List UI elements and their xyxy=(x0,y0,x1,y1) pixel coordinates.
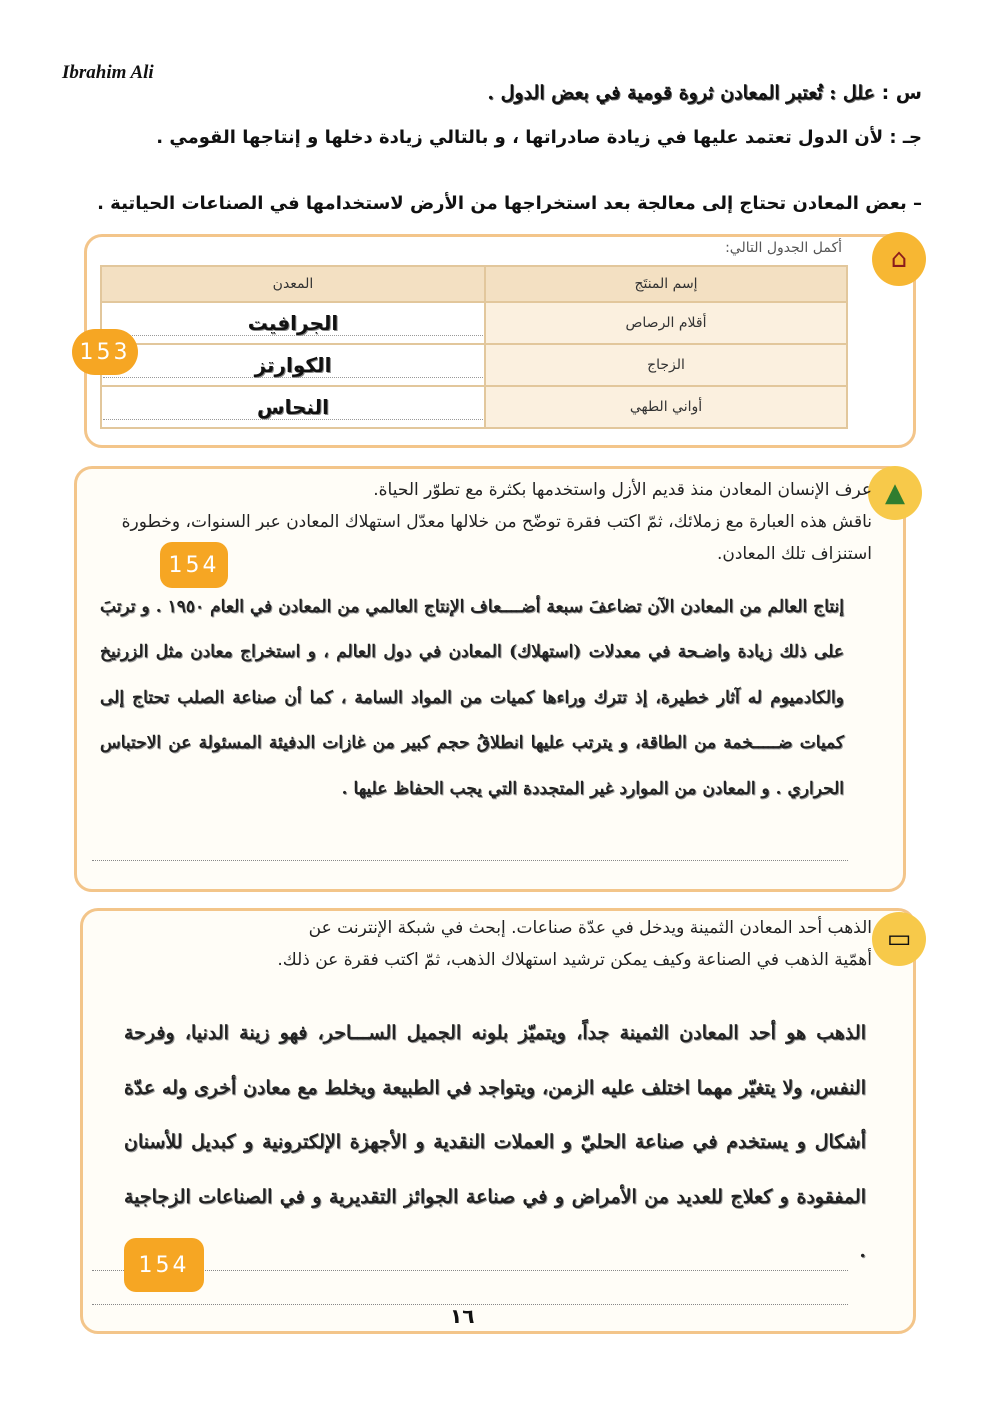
table-row xyxy=(101,344,847,386)
discussion-answer: إنتاج العالم من المعادن الآن تضاعفَ سبعة أضــــعاف الإنتاج العالمي من المعادن في العام ١٩٥٠ . و ترتبَ على ذلك زيادة واضـحة في معدلات (استهلاك) المعادن في دول العالم ، و استخراج معادن مثل الزرنيخ والكادميوم له آثار خطيرة، إذ تترك وراءها كميات من المواد السامة ، كما أن صناعة الصلب تحتاج إلى كميات ضـــــخمة من الطاقة، و يترتب عليها انطلاقُ حجم كبير من غازات الدفيئة المسئولة عن الاحتباس الحراري . و المعادن من الموارد غير المتجددة التي يجب الحفاظ عليها . xyxy=(100,597,845,799)
header-product: إسم المنتَج xyxy=(485,266,847,302)
laptop-icon: ▭ xyxy=(872,912,926,966)
product-cell: الزجاج xyxy=(485,344,847,386)
mineral-answer: الجرافيت xyxy=(103,311,483,336)
answer-line: جـ : لأن الدول تعتمد عليها في زيادة صادراتها ، و بالتالي زيادة دخلها و إنتاجها القومي . xyxy=(156,127,922,148)
page-reference-tag: 154 xyxy=(124,1238,204,1292)
prompt-line: أهمّية الذهب في الصناعة وكيف يمكن ترشيد استهلاك الذهب، ثمّ اكتب فقرة عن ذلك. xyxy=(277,950,872,970)
mineral-cell xyxy=(101,386,485,428)
research-answer: الذهب هو أحد المعادن الثمينة جداً، ويتميّز بلونه الجميل الســـاحر، فهو زينة الدنيا، وفرحة النفس، ولا يتغيّر مهما اختلف عليه الزمن، ويتواجد في الطبيعة ويخلط مع معادن أخرى وله عدّة أشكال و يستخدم في صناعة الحليّ و العملات النقدية و الأجهزة الإلكترونية و كبديل للأسنان المفقودة و كعلاج للعديد من الأمراض و في صناعة الجوائز التقديرية و في الصناعات الزجاجية . xyxy=(124,1022,866,1262)
mineral-table xyxy=(100,265,848,429)
mineral-cell xyxy=(101,302,485,344)
mineral-answer: الكوارتز xyxy=(103,353,483,378)
question-line xyxy=(62,82,922,104)
mineral-cell xyxy=(101,344,485,386)
product-cell: أقلام الرصاص xyxy=(485,302,847,344)
trees-icon: ▲ xyxy=(868,466,922,520)
question-text: علل : تُعتبر المعادن ثروة قومية في بعض الدول . xyxy=(487,82,875,104)
author-name: Ibrahim Ali xyxy=(62,62,154,83)
house-icon: ⌂ xyxy=(872,232,926,286)
dotted-line xyxy=(92,860,848,861)
prompt-line: ناقش هذه العبارة مع زملائك، ثمّ اكتب فقرة توضّح من خلالها معدّل استهلاك المعادن عبر السنوات، وخطورة استنزاف تلك المعادن. xyxy=(121,512,872,564)
table-row xyxy=(101,302,847,344)
dotted-line xyxy=(92,1270,848,1271)
research-prompt xyxy=(112,912,872,976)
header-mineral: المعدن xyxy=(101,266,485,302)
prompt-line: عرف الإنسان المعادن منذ قديم الأزل واستخدمها بكثرة مع تطوّر الحياة. xyxy=(373,480,872,500)
table-header-row xyxy=(101,266,847,302)
page-reference-tag: 153 xyxy=(72,329,138,375)
product-cell: أواني الطهي xyxy=(485,386,847,428)
page-number: ١٦ xyxy=(450,1304,475,1328)
page-reference-tag: 154 xyxy=(160,542,228,588)
note-line: – بعض المعادن تحتاج إلى معالجة بعد استخراجها من الأرض لاستخدامها في الصناعات الحياتية . xyxy=(97,193,922,214)
question-label: س : xyxy=(881,82,922,104)
mineral-answer: النحاس xyxy=(103,395,483,420)
prompt-line: الذهب أحد المعادن الثمينة ويدخل في عدّة صناعات. إبحث في شبكة الإنترنت عن xyxy=(308,918,872,938)
table-caption: أكمل الجدول التالي: xyxy=(725,240,842,256)
table-row xyxy=(101,386,847,428)
